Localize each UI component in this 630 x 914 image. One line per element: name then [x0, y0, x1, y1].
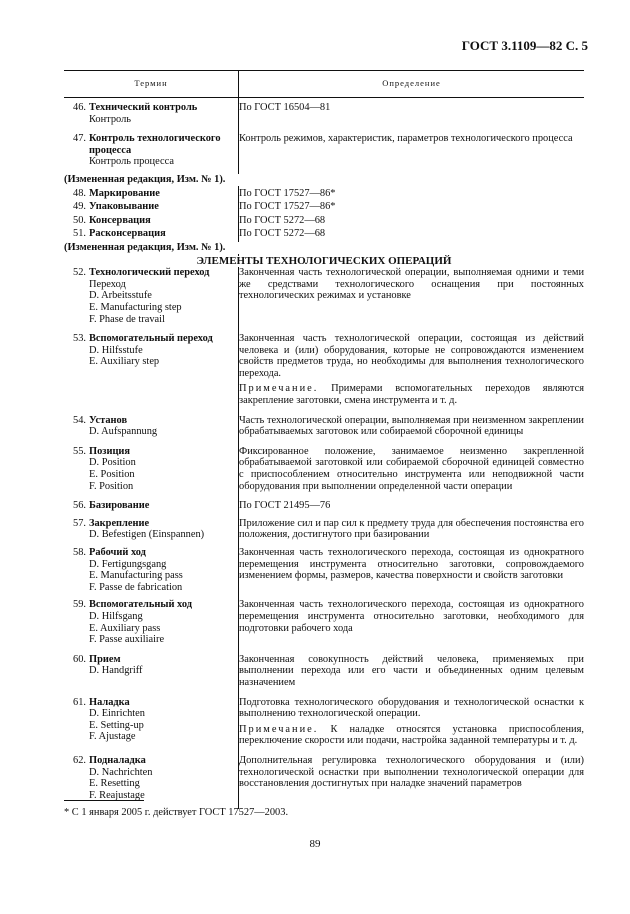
- glossary-entry: [64, 547, 584, 593]
- term-cell: [64, 133, 239, 168]
- definition-text: Законченная часть технологического перехода, состоящая из однократного перемещения инструмента относительно заготовки, необходимого для подготовки рабочего хода: [239, 599, 584, 634]
- term-synonym: D. Aufspannung: [89, 426, 158, 438]
- term-number: 56.: [73, 500, 86, 512]
- term-line: [64, 215, 238, 227]
- term-synonym: F. Position: [89, 480, 134, 492]
- term-name: Наладка: [89, 696, 130, 708]
- note-label: Примечание.: [239, 723, 319, 735]
- definition-text: По ГОСТ 5272—68: [239, 228, 326, 240]
- term-cell: [64, 518, 239, 541]
- term-line: [64, 654, 238, 666]
- glossary-entry: [64, 697, 584, 747]
- spacer-cell: [239, 407, 585, 415]
- definition-cell: [239, 654, 585, 689]
- term-line: [64, 697, 238, 709]
- definition-text: Фиксированное положение, занимаемое неизменно закрепленной обрабатываемой заготовкой или собираемой сборочной единицей совместно с приспособлением относительно инструмента или неподвижной части оборудования при выполнении определенной части операции: [239, 445, 584, 492]
- note-text: Примерами вспомогательных переходов являются закрепление заготовки, смена инструмента и т. д.: [239, 383, 584, 407]
- definition-cell: [239, 267, 585, 325]
- spacer-cell: [64, 747, 239, 755]
- term-cell: [64, 333, 239, 407]
- amendment-note: (Измененная редакция, Изм. № 1).: [64, 241, 226, 253]
- term-synonym: D. Fertigungsgang: [89, 558, 167, 570]
- term-name: Вспомогательный ход: [89, 599, 192, 611]
- term-line: [64, 228, 238, 240]
- definition-text: По ГОСТ 16504—81: [239, 102, 331, 113]
- term-line: [64, 333, 238, 345]
- term-number: 48.: [73, 187, 86, 199]
- column-header-definition: Определение: [239, 71, 585, 98]
- definition-cell: [239, 755, 585, 801]
- definition-cell: [239, 215, 585, 227]
- term-synonym: D. Hilfsgang: [89, 610, 143, 622]
- term-number: 52.: [73, 267, 86, 279]
- term-name: Технологический переход: [89, 267, 210, 279]
- definition-cell: [239, 518, 585, 541]
- glossary-entry: [64, 654, 584, 689]
- term-synonym: Переход: [89, 278, 126, 290]
- term-name: Консервация: [89, 214, 151, 226]
- spacer-cell: [239, 125, 585, 133]
- spacer-cell: [64, 125, 239, 133]
- spacer-cell: [239, 646, 585, 654]
- definition-text: По ГОСТ 17527—86*: [239, 187, 336, 199]
- term-cell: [64, 201, 239, 213]
- term-cell: [64, 228, 239, 240]
- glossary-entry: [64, 333, 584, 407]
- definition-text: По ГОСТ 17527—86*: [239, 201, 336, 213]
- term-cell: [64, 654, 239, 689]
- term-number: 61.: [73, 696, 86, 708]
- term-name: Контроль технологического процесса: [89, 133, 221, 156]
- definition-cell: [239, 599, 585, 645]
- glossary-entry: [64, 267, 584, 325]
- glossary-entry: [64, 599, 584, 645]
- section-title: ЭЛЕМЕНТЫ ТЕХНОЛОГИЧЕСКИХ ОПЕРАЦИЙ: [196, 254, 452, 267]
- definition-text: Законченная совокупность действий человека, применяемых при выполнении перехода или его части и объединенных одним целевым назначением: [239, 653, 584, 688]
- term-synonym: E. Position: [89, 469, 135, 481]
- term-number: 60.: [73, 653, 86, 665]
- term-number: 54.: [73, 414, 86, 426]
- term-line: [64, 518, 238, 530]
- definition-text: Законченная часть технологического перехода, состоящая из однократного перемещения инструмента относительно заготовки, сопровождаемого изменением формы, размеров, качества поверхности и свойств заготовки: [239, 547, 584, 582]
- term-line: [64, 102, 238, 114]
- definition-text: По ГОСТ 21495—76: [239, 500, 331, 512]
- spacer-cell: [64, 325, 239, 333]
- term-synonym: F. Phase de travail: [89, 313, 165, 325]
- term-line: [64, 500, 238, 512]
- term-synonym: D. Position: [89, 457, 136, 469]
- definition-text: По ГОСТ 5272—68: [239, 214, 326, 226]
- term-name: Закрепление: [89, 517, 150, 529]
- spacer-cell: [239, 801, 585, 809]
- term-synonym: E. Manufacturing step: [89, 301, 182, 313]
- term-name: Технический контроль: [89, 102, 198, 113]
- term-number: 50.: [73, 214, 86, 226]
- term-name: Маркирование: [89, 187, 160, 199]
- term-synonym: E. Auxiliary step: [89, 356, 160, 368]
- term-number: 53.: [73, 333, 86, 345]
- term-synonym: F. Passe de fabrication: [89, 581, 183, 593]
- row-spacer: [64, 438, 584, 446]
- row-spacer: [64, 407, 584, 415]
- spacer-cell: [239, 438, 585, 446]
- definition-note: [239, 383, 584, 406]
- term-cell: [64, 755, 239, 801]
- term-synonym: F. Ajustage: [89, 731, 136, 743]
- term-synonym: E. Manufacturing pass: [89, 570, 183, 582]
- term-cell: [64, 188, 239, 200]
- note-label: Примечание.: [239, 383, 319, 395]
- glossary-entry: [64, 201, 584, 213]
- term-number: 62.: [73, 754, 86, 766]
- page-number: 89: [309, 838, 321, 850]
- term-synonym: Контроль: [89, 113, 132, 125]
- row-spacer: [64, 492, 584, 500]
- spacer-cell: [64, 492, 239, 500]
- definition-cell: [239, 201, 585, 213]
- term-synonym: D. Befestigen (Einspannen): [89, 529, 205, 541]
- term-synonym: Контроль процесса: [89, 156, 174, 168]
- term-line: [64, 188, 238, 200]
- glossary-entry: [64, 228, 584, 240]
- term-synonym: D. Handgriff: [89, 665, 143, 677]
- glossary-entry: [64, 500, 584, 512]
- spacer-cell: [239, 689, 585, 697]
- term-line: [64, 547, 238, 559]
- term-number: 46.: [73, 102, 86, 113]
- amendment-note-row: [64, 174, 584, 186]
- definition-cell: [239, 102, 585, 125]
- glossary-table: [64, 70, 584, 809]
- term-synonym: F. Passe auxiliaire: [89, 634, 165, 646]
- definition-text: Контроль режимов, характеристик, параметров технологического процесса: [239, 133, 573, 145]
- row-spacer: [64, 125, 584, 133]
- spacer-cell: [239, 325, 585, 333]
- glossary-body: [64, 98, 584, 810]
- term-name: Расконсервация: [89, 228, 166, 240]
- term-name: Позиция: [89, 445, 131, 457]
- term-synonym: D. Einrichten: [89, 708, 145, 720]
- definition-cell: [239, 188, 585, 200]
- term-cell: [64, 697, 239, 747]
- term-line: [64, 201, 238, 213]
- definition-cell: [239, 446, 585, 492]
- term-synonym: D. Hilfsstufe: [89, 344, 143, 356]
- section-title-row: [64, 256, 584, 268]
- term-number: 57.: [73, 517, 86, 529]
- term-line: [64, 415, 238, 427]
- term-name: Установ: [89, 414, 128, 426]
- term-name: Рабочий ход: [89, 547, 146, 558]
- term-number: 51.: [73, 228, 86, 240]
- term-cell: [64, 415, 239, 438]
- term-cell: [64, 267, 239, 325]
- definition-cell: [239, 415, 585, 438]
- glossary-entry: [64, 188, 584, 200]
- glossary-entry: [64, 215, 584, 227]
- spacer-cell: [64, 407, 239, 415]
- definition-cell: [239, 500, 585, 512]
- definition-cell: [239, 133, 585, 168]
- spacer-cell: [64, 689, 239, 697]
- definition-note: [239, 724, 584, 747]
- glossary-entry: [64, 415, 584, 438]
- term-name: Базирование: [89, 500, 150, 512]
- definition-text: Законченная часть технологической операции, выполняемая одними и теми же средствами технологического оснащения при постоянных технологических режимах и установке: [239, 267, 584, 302]
- definition-text: Часть технологической операции, выполняемая при неизменном закреплении обрабатываемых заготовок или собираемой сборочной единицы: [239, 414, 584, 438]
- definition-cell: [239, 228, 585, 240]
- definition-cell: [239, 333, 585, 407]
- glossary-entry: [64, 518, 584, 541]
- term-cell: [64, 102, 239, 125]
- row-spacer: [64, 646, 584, 654]
- definition-cell: [239, 697, 585, 747]
- term-synonym: E. Resetting: [89, 778, 140, 790]
- term-line: [64, 133, 238, 156]
- spacer-cell: [64, 438, 239, 446]
- spacer-cell: [239, 747, 585, 755]
- note-text: К наладке относятся установка приспособления, переключение скорости или подачи, настройка заданной температуры и т. д.: [239, 723, 584, 747]
- definition-cell: [239, 547, 585, 593]
- glossary-entry: [64, 133, 584, 168]
- row-spacer: [64, 325, 584, 333]
- term-synonym: F. Reajustage: [89, 789, 145, 801]
- term-line: [64, 267, 238, 279]
- glossary-entry: [64, 755, 584, 801]
- term-synonym: D. Arbeitsstufe: [89, 290, 152, 302]
- definition-text: Подготовка технологического оборудования и технологической оснастки к выполнению технологической операции.: [239, 696, 584, 720]
- glossary-entry: [64, 102, 584, 125]
- row-spacer: [64, 747, 584, 755]
- term-cell: [64, 547, 239, 593]
- row-spacer: [64, 689, 584, 697]
- term-number: 55.: [73, 445, 86, 457]
- term-name: Прием: [89, 653, 121, 665]
- term-name: Подналадка: [89, 754, 146, 766]
- glossary-entry: [64, 446, 584, 492]
- page-header: ГОСТ 3.1109—82 С. 5: [461, 38, 588, 53]
- term-cell: [64, 500, 239, 512]
- term-synonym: E. Auxiliary pass: [89, 622, 161, 634]
- term-number: 58.: [73, 547, 86, 558]
- term-number: 47.: [73, 133, 86, 145]
- term-number: 59.: [73, 599, 86, 611]
- term-cell: [64, 446, 239, 492]
- term-synonym: D. Nachrichten: [89, 766, 153, 778]
- term-line: [64, 599, 238, 611]
- amendment-note: (Измененная редакция, Изм. № 1).: [64, 173, 226, 185]
- definition-text: Дополнительная регулировка технологического оборудования и (или) технологической оснастки при выполнении технологической операции для восстановления достигнутых при наладке значений параметров: [239, 754, 584, 790]
- term-name: Вспомогательный переход: [89, 333, 213, 345]
- term-synonym: E. Setting-up: [89, 719, 144, 731]
- column-header-term: Термин: [64, 71, 239, 98]
- term-line: [64, 755, 238, 767]
- term-name: Упаковывание: [89, 201, 159, 213]
- footnote: * С 1 января 2005 г. действует ГОСТ 17527—2003.: [64, 807, 289, 818]
- definition-text: Законченная часть технологической операции, состоящая из действий человека и (или) оборудования, которые не сопровождаются изменением свойств предметов труда, но необходимы для выполнения технологического перехода.: [239, 333, 584, 379]
- term-line: [64, 446, 238, 458]
- term-number: 49.: [73, 201, 86, 213]
- spacer-cell: [239, 492, 585, 500]
- definition-text: Приложение сил и пар сил к предмету труда для обеспечения постоянства его положения, достигнутого при базировании: [239, 517, 584, 541]
- term-cell: [64, 599, 239, 645]
- term-cell: [64, 215, 239, 227]
- amendment-note-row: [64, 242, 584, 254]
- spacer-cell: [64, 646, 239, 654]
- footnote-separator: [64, 800, 144, 801]
